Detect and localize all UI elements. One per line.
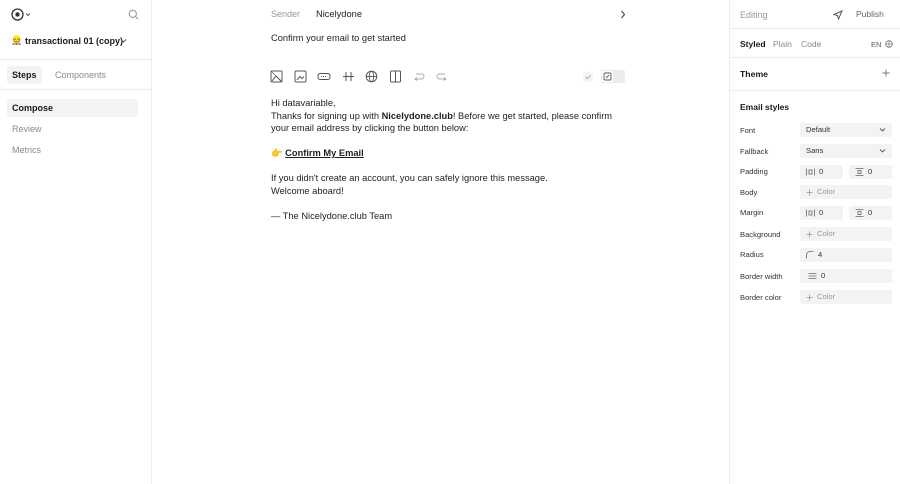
project-selector[interactable] xyxy=(11,35,141,47)
subject-line[interactable]: Confirm your email to get started xyxy=(271,33,406,43)
border-color-input[interactable] xyxy=(800,290,892,304)
redo-icon[interactable] xyxy=(436,70,449,83)
border-color-placeholder: Color xyxy=(817,292,836,301)
mode-label: Editing xyxy=(740,10,768,20)
padding-horizontal-input[interactable] xyxy=(800,165,843,179)
margin-vertical-value: 0 xyxy=(868,208,873,217)
radius-corner-icon xyxy=(806,251,814,259)
radius-value: 4 xyxy=(818,250,823,259)
nav-item-metrics[interactable]: Metrics xyxy=(12,145,41,155)
tab-plain[interactable]: Plain xyxy=(773,39,792,49)
confirm-email-link[interactable] xyxy=(271,147,631,160)
properties-panel xyxy=(729,0,900,484)
button-block-icon[interactable] xyxy=(317,70,331,83)
search-icon[interactable] xyxy=(128,9,139,20)
font-label: Font xyxy=(740,126,756,135)
globe-icon[interactable] xyxy=(365,70,378,83)
language-label: EN xyxy=(871,40,882,49)
tab-steps[interactable]: Steps xyxy=(7,66,42,84)
left-sidebar xyxy=(0,0,152,484)
chevron-right-icon[interactable] xyxy=(620,10,626,19)
send-icon[interactable] xyxy=(833,10,843,20)
globe-small-icon xyxy=(885,40,893,48)
margin-horizontal-value: 0 xyxy=(819,208,824,217)
tab-components[interactable]: Components xyxy=(55,70,107,80)
padding-horizontal-value: 0 xyxy=(819,167,824,176)
fallback-select[interactable] xyxy=(800,144,892,158)
background-color-input[interactable] xyxy=(800,227,892,241)
workspace-logo-icon xyxy=(11,8,33,21)
email-greeting[interactable]: Hi datavariable, xyxy=(271,98,336,108)
chevron-down-icon xyxy=(120,38,127,44)
margin-horizontal-input[interactable] xyxy=(800,206,843,220)
chevron-down-icon xyxy=(879,148,886,154)
font-value: Default xyxy=(806,125,831,134)
publish-button[interactable]: Publish xyxy=(850,5,890,23)
fallback-value: Sans xyxy=(806,146,824,155)
check-icon[interactable] xyxy=(582,71,594,83)
email-paragraph-1[interactable] xyxy=(271,110,631,135)
background-color-placeholder: Color xyxy=(817,229,836,238)
fallback-label: Fallback xyxy=(740,147,769,156)
body1-brand: Nicelydone.club xyxy=(381,110,453,121)
media-block-icon[interactable] xyxy=(294,70,307,83)
preview-toggle[interactable] xyxy=(601,70,625,83)
margin-horizontal-icon xyxy=(806,209,815,217)
border-width-icon xyxy=(808,272,817,280)
project-name: transactional 01 (copy) xyxy=(25,36,124,46)
body1-text-rest: ! Before we get started, please confirm your email address by clicking the button below: xyxy=(271,110,613,134)
email-paragraph-2[interactable]: If you didn't create an account, you can safely ignore this message. Welcome aboard! xyxy=(271,173,548,196)
workspace-switcher[interactable] xyxy=(11,8,33,21)
tab-styled[interactable]: Styled xyxy=(740,39,766,49)
body-color-input[interactable] xyxy=(800,185,892,199)
border-width-input[interactable] xyxy=(800,269,892,283)
margin-label: Margin xyxy=(740,208,764,217)
plus-icon xyxy=(806,294,813,301)
theme-label: Theme xyxy=(740,69,769,79)
plus-icon xyxy=(806,189,813,196)
padding-vertical-icon xyxy=(855,168,864,176)
sender-label: Sender xyxy=(271,9,301,19)
padding-horizontal-icon xyxy=(806,168,815,176)
nav-item-review[interactable]: Review xyxy=(12,124,42,134)
language-selector[interactable] xyxy=(871,39,893,49)
body-label: Body xyxy=(740,188,758,197)
radius-label: Radius xyxy=(740,250,764,259)
plus-icon xyxy=(806,231,813,238)
border-width-label: Border width xyxy=(740,272,783,281)
padding-label: Padding xyxy=(740,167,768,176)
sender-value[interactable]: Nicelydone xyxy=(316,9,362,19)
body-color-placeholder: Color xyxy=(817,187,836,196)
chevron-down-icon xyxy=(879,127,886,133)
padding-vertical-value: 0 xyxy=(868,167,873,176)
email-styles-label: Email styles xyxy=(740,102,790,112)
edit-icon xyxy=(602,71,613,82)
pointing-hand-icon: 👉 xyxy=(271,148,283,158)
margin-vertical-input[interactable] xyxy=(849,206,892,220)
border-width-value: 0 xyxy=(821,271,826,280)
image-block-icon[interactable] xyxy=(270,70,283,83)
divider-block-icon[interactable] xyxy=(342,70,355,83)
email-signoff[interactable]: — The Nicelydone.club Team xyxy=(271,211,393,221)
nav-item-compose[interactable]: Compose xyxy=(7,99,138,117)
undo-icon[interactable] xyxy=(412,70,425,83)
font-select[interactable] xyxy=(800,123,892,137)
email-editor xyxy=(152,0,729,484)
columns-block-icon[interactable] xyxy=(389,70,402,83)
margin-vertical-icon xyxy=(855,209,864,217)
add-theme-icon[interactable] xyxy=(882,69,890,77)
tab-code[interactable]: Code xyxy=(801,39,822,49)
project-emoji-icon: 👷 xyxy=(11,35,23,45)
background-label: Background xyxy=(740,230,781,239)
border-color-label: Border color xyxy=(740,293,782,302)
body1-text: Thanks for signing up with xyxy=(271,110,382,121)
confirm-link-text: Confirm My Email xyxy=(285,148,364,158)
padding-vertical-input[interactable] xyxy=(849,165,892,179)
radius-input[interactable] xyxy=(800,248,892,262)
